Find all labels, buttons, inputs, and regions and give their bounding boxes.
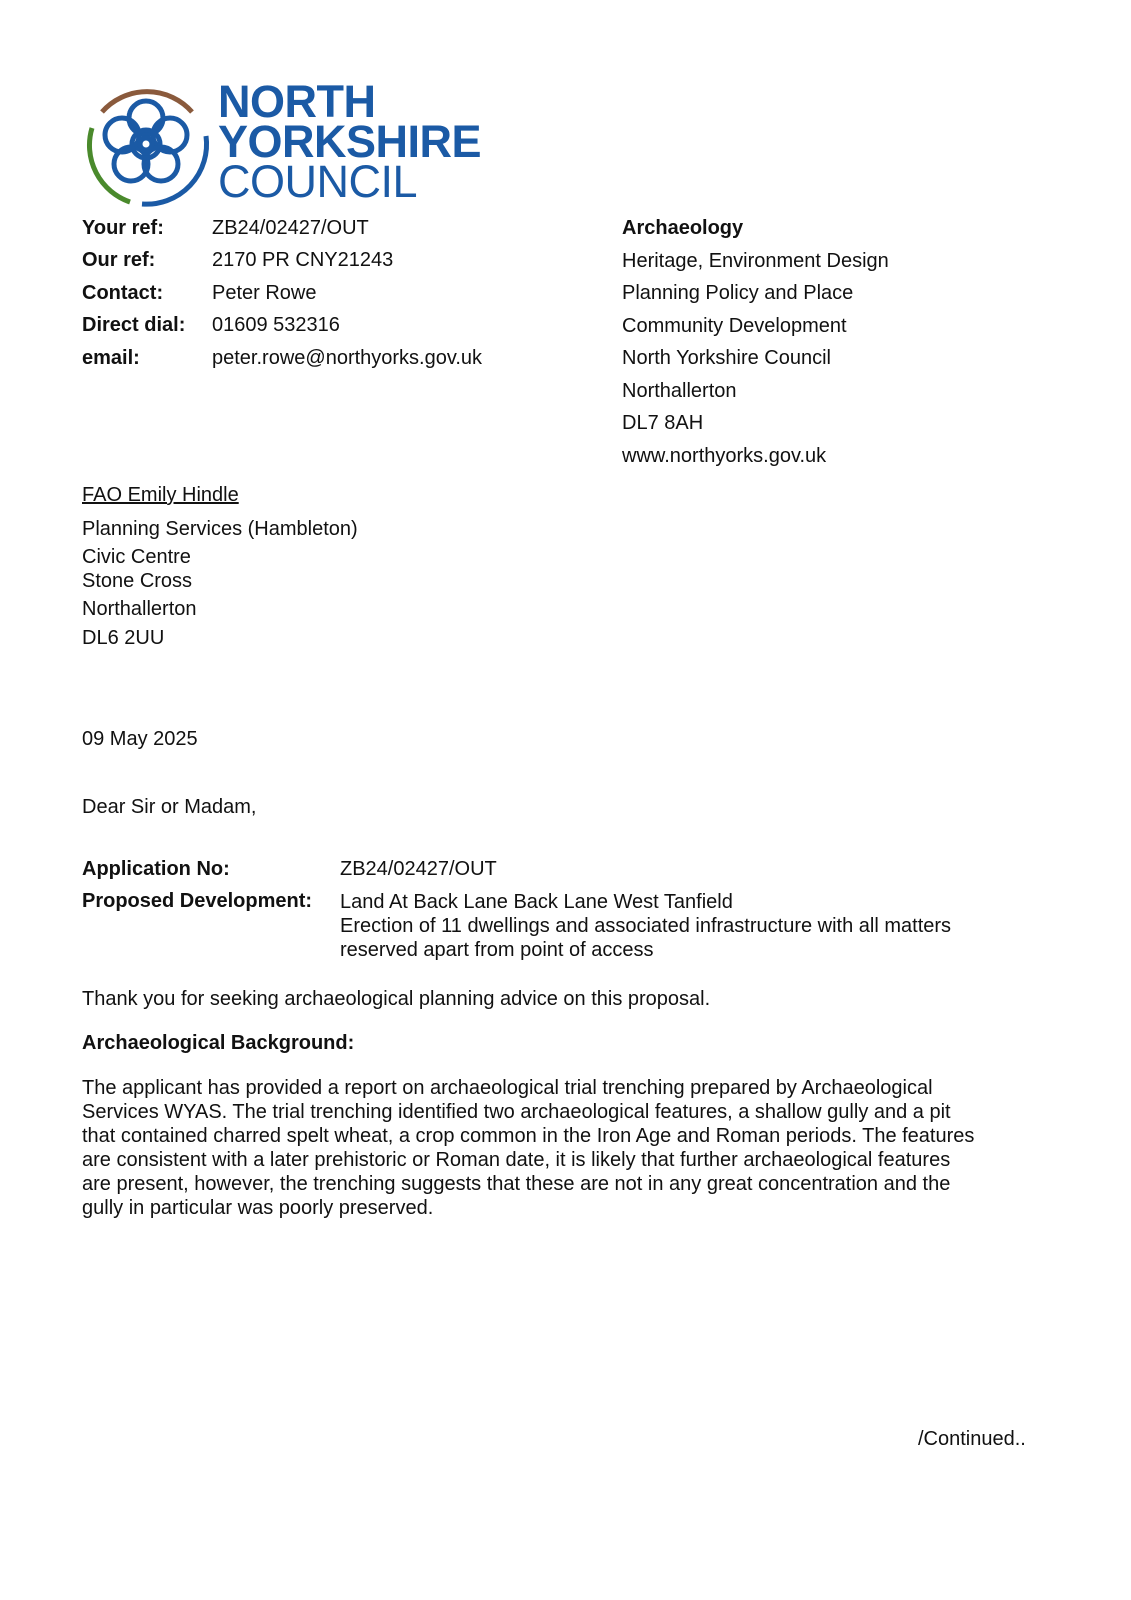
recipient-address (82, 483, 358, 650)
sender-address-line: DL7 8AH (622, 412, 704, 434)
recipient-address-line: Planning Services (Hambleton) (82, 518, 358, 540)
ref-label: Contact: (82, 281, 164, 304)
paragraph-line: Services WYAS. The trial trenching identified two archaeological features, a shallow gully and a pit (82, 1101, 951, 1123)
email-address: peter.rowe@northyorks.gov.uk (212, 346, 483, 369)
sender-department: Archaeology (622, 217, 744, 239)
application-number-value: ZB24/02427/OUT (340, 858, 497, 880)
sender-address-line: Community Development (622, 314, 847, 337)
application-number-row (82, 858, 951, 881)
ref-value: ZB24/02427/OUT (212, 216, 369, 239)
proposed-development-line: Land At Back Lane Back Lane West Tanfield (340, 891, 733, 913)
ref-label: Your ref: (82, 216, 164, 239)
logo-line-north: NORTH (218, 76, 376, 127)
recipient-address-line: Northallerton (82, 598, 197, 620)
ref-label: email: (82, 346, 140, 369)
sender-address-line: Planning Policy and Place (622, 282, 854, 304)
ref-row (82, 342, 482, 375)
sender-address-line: Heritage, Environment Design (622, 249, 889, 272)
proposed-development-line: Erection of 11 dwellings and associated infrastructure with all matters (340, 915, 952, 937)
sender-website: www.northyorks.gov.uk (622, 444, 827, 467)
rose-icon (80, 78, 212, 210)
ref-label: Our ref: (82, 249, 156, 272)
ref-row (82, 212, 482, 245)
logo-line-council: COUNCIL (218, 156, 418, 207)
thanks-paragraph: Thank you for seeking archaeological planning advice on this proposal. (82, 988, 711, 1010)
recipient-fao: FAO Emily Hindle (82, 484, 239, 506)
recipient-address-line: Civic Centre (82, 546, 191, 568)
application-number-label: Application No: (82, 858, 230, 880)
ref-value: Peter Rowe (212, 281, 317, 304)
logo-line-yorkshire: YORKSHIRE (218, 116, 482, 167)
proposed-development-label: Proposed Development: (82, 890, 313, 912)
paragraph-line: gully in particular was poorly preserved. (82, 1197, 434, 1219)
continued-marker: /Continued.. (918, 1428, 1026, 1450)
paragraph-line: are consistent with a later prehistoric or Roman date, it is likely that further archaeological features (82, 1149, 951, 1171)
ref-row (82, 310, 482, 343)
ref-value: 01609 532316 (212, 314, 340, 337)
recipient-address-line: Stone Cross (82, 570, 193, 592)
application-details (82, 858, 951, 962)
proposed-development-line: reserved apart from point of access (340, 939, 654, 961)
ref-row (82, 245, 482, 278)
proposed-development-row (82, 890, 951, 962)
logo-wordmark (218, 76, 482, 207)
section-heading: Archaeological Background: (82, 1032, 355, 1054)
council-logo (80, 78, 480, 210)
ref-row (82, 277, 482, 310)
letter-date: 09 May 2025 (82, 728, 198, 750)
paragraph-line: are present, however, the trenching suggests that these are not in any great concentration and the (82, 1173, 951, 1195)
ref-label: Direct dial: (82, 314, 186, 337)
paragraph-line: that contained charred spelt wheat, a crop common in the Iron Age and Roman periods. The features (82, 1125, 975, 1147)
sender-address-line: Northallerton (622, 379, 737, 402)
sender-address-line: North Yorkshire Council (622, 347, 831, 369)
paragraph-line: The applicant has provided a report on archaeological trial trenching prepared by Archaeological (82, 1077, 933, 1099)
ref-value: 2170 PR CNY21243 (212, 249, 394, 272)
salutation: Dear Sir or Madam, (82, 796, 257, 818)
reference-table (82, 212, 482, 375)
recipient-address-line: DL6 2UU (82, 627, 165, 649)
sender-address (622, 212, 889, 472)
proposed-development-value (340, 890, 951, 962)
background-paragraph (82, 1076, 1042, 1220)
